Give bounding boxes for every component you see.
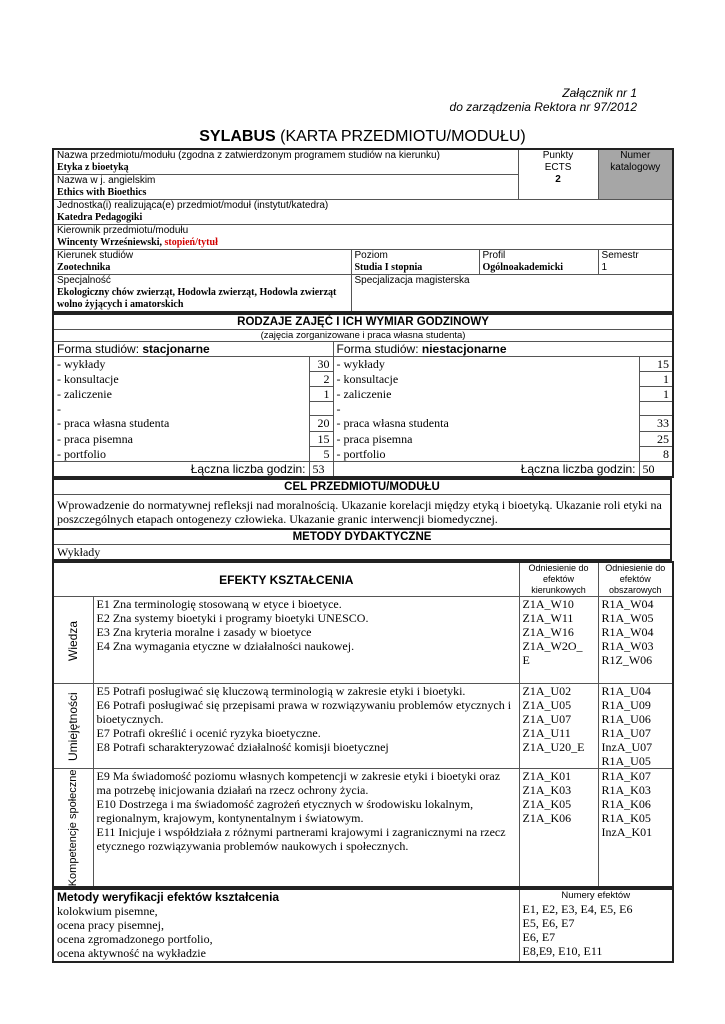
- directional-ref: Z1A_W2O_: [522, 639, 583, 653]
- effect-item: E2 Zna systemy bioetyki i programy bioetyki UNESCO.: [96, 611, 369, 625]
- directional-ref: Z1A_K03: [522, 783, 572, 797]
- goal-methods-table: [52, 478, 672, 561]
- info-table: [52, 148, 674, 313]
- verification-effect-numbers: E6, E7: [522, 929, 556, 944]
- hours-row: [53, 357, 673, 372]
- field-cell: Kierunek studiów Zootechnika: [53, 250, 351, 275]
- effect-item: E9 Ma świadomość poziomu własnych kompetencji w zakresie etyki i bioetyki oraz ma potrzebę inicjowania działań na rzecz ochrony życia.: [96, 769, 501, 797]
- methods-title: METODY DYDAKTYCZNE: [53, 529, 671, 545]
- course-head-cell: Kierownik przedmiotu/modułu Wincenty Wrześniewski, stopień/tytuł: [53, 225, 673, 250]
- goal-title: CEL PRZEDMIOTU/MODUŁU: [53, 479, 671, 495]
- effects-category-label: Umiejętności: [53, 684, 93, 769]
- annex-number: Załącznik nr 1: [562, 86, 637, 100]
- hours-parttime: 1: [639, 387, 673, 402]
- directional-ref: Z1A_W11: [522, 611, 574, 625]
- verification-effect-numbers: E8,E9, E10, E11: [522, 943, 603, 958]
- directional-ref: E: [522, 653, 530, 667]
- area-ref: R1A_U09: [601, 698, 651, 712]
- total-label: Łączna liczba godzin:: [333, 462, 639, 478]
- directional-ref: Z1A_U05: [522, 698, 572, 712]
- area-ref: R1A_U04: [601, 684, 651, 698]
- effect-item: E11 Inicjuje i współdziała z różnymi partnerami krajowymi i zagranicznymi na rzecz etycznego rozwiązywania problemów naukowych i społecznych.: [96, 825, 506, 853]
- goal-text: Wprowadzenie do normatywnej refleksji nad moralnością. Ukazanie korelacji między etyką i bioetyką. Ukazanie roli etyki na poszczególnych etapach ontogenezy człowieka. Ukazanie granic interwencji biomedycznej.: [53, 495, 671, 529]
- hours-row: [53, 447, 673, 462]
- area-ref: R1A_K06: [601, 797, 651, 811]
- directional-ref-header: Odniesienie do efektów kierunkowych: [519, 562, 598, 597]
- verification-table: [52, 888, 674, 963]
- semester-cell: Semestr 1: [598, 250, 673, 275]
- directional-ref: Z1A_W10: [522, 597, 574, 611]
- directional-ref: Z1A_K05: [522, 797, 572, 811]
- hours-row: [53, 372, 673, 387]
- parttime-heading: Forma studiów: niestacjonarne: [333, 342, 673, 357]
- effects-category-label: Wiedza: [53, 597, 93, 684]
- area-ref: R1A_W03: [601, 639, 654, 653]
- hours-fulltime: 30: [309, 357, 333, 372]
- directional-ref: Z1A_U20_E: [522, 740, 585, 754]
- directional-refs: [519, 684, 598, 769]
- directional-ref: Z1A_U07: [522, 712, 572, 726]
- english-name-cell: Nazwa w j. angielskim Ethics with Bioethics: [53, 175, 518, 200]
- directional-ref: Z1A_U02: [522, 684, 572, 698]
- activity-fulltime: - zaliczenie: [53, 387, 309, 402]
- effects-descriptions: [93, 684, 519, 769]
- hours-fulltime: 15: [309, 432, 333, 447]
- hours-fulltime: 5: [309, 447, 333, 462]
- syllabus-form: [52, 148, 672, 963]
- activity-parttime: - portfolio: [333, 447, 639, 462]
- effects-title: EFEKTY KSZTAŁCENIA: [53, 562, 519, 597]
- area-ref: InzA_K01: [601, 825, 653, 839]
- effect-item: E8 Potrafi scharakteryzować działalność komisji bioetycznej: [96, 740, 389, 754]
- activity-fulltime: - praca pisemna: [53, 432, 309, 447]
- directional-refs: [519, 769, 598, 887]
- hours-row: [53, 432, 673, 447]
- effects-descriptions: [93, 769, 519, 887]
- area-refs: [598, 597, 673, 684]
- effects-group: [53, 684, 673, 769]
- hours-subtitle: (zajęcia zorganizowane i praca własna studenta): [53, 330, 673, 342]
- area-refs: [598, 684, 673, 769]
- activity-fulltime: - portfolio: [53, 447, 309, 462]
- area-ref: R1A_U05: [601, 754, 651, 768]
- activity-parttime: - zaliczenie: [333, 387, 639, 402]
- effect-item: E3 Zna kryteria moralne i zasady w bioetyce: [96, 625, 312, 639]
- directional-ref: Z1A_W16: [522, 625, 574, 639]
- verification-method: ocena aktywność na wykładzie: [57, 945, 206, 960]
- hours-parttime: 25: [639, 432, 673, 447]
- hours-parttime: 15: [639, 357, 673, 372]
- total-parttime: 50: [639, 462, 673, 478]
- area-ref: R1A_U07: [601, 726, 651, 740]
- total-fulltime: 53: [309, 462, 333, 478]
- area-ref: R1A_U06: [601, 712, 651, 726]
- fulltime-heading: Forma studiów: stacjonarne: [53, 342, 333, 357]
- hours-fulltime: 2: [309, 372, 333, 387]
- area-ref: R1A_K03: [601, 783, 651, 797]
- specialty-cell: Specjalność Ekologiczny chów zwierząt, Hodowla zwierząt, Hodowla zwierząt wolno żyjących i amatorskich: [53, 275, 351, 313]
- hours-fulltime: 1: [309, 387, 333, 402]
- area-ref: R1A_K05: [601, 811, 651, 825]
- ordinance-reference: do zarządzenia Rektora nr 97/2012: [449, 100, 637, 114]
- effect-item: E10 Dostrzega i ma świadomość zagrożeń etycznych w środowisku lokalnym, regionalnym, krajowym, kontynentalnym i światowym.: [96, 797, 474, 825]
- hours-parttime: 33: [639, 416, 673, 432]
- effects-group: [53, 769, 673, 887]
- catalog-number-cell: Numer katalogowy: [598, 149, 673, 200]
- area-ref: R1A_W05: [601, 611, 654, 625]
- methods-text: Wykłady: [53, 544, 671, 560]
- hours-fulltime: 20: [309, 416, 333, 432]
- effect-item: E5 Potrafi posługiwać się kluczową terminologią w zakresie etyki i bioetyki.: [96, 684, 466, 698]
- effect-item: E1 Zna terminologię stosowaną w etyce i bioetyce.: [96, 597, 342, 611]
- area-ref: R1A_W04: [601, 625, 654, 639]
- verification-method: ocena pracy pisemnej,: [57, 917, 164, 932]
- hours-fulltime: [309, 402, 333, 416]
- directional-ref: Z1A_U11: [522, 726, 571, 740]
- directional-ref: Z1A_K01: [522, 769, 572, 783]
- activity-parttime: - praca pisemna: [333, 432, 639, 447]
- hours-table: [52, 313, 674, 478]
- effects-group: [53, 597, 673, 684]
- activity-fulltime: - konsultacje: [53, 372, 309, 387]
- area-ref: R1A_W04: [601, 597, 654, 611]
- master-specialization-cell: Specjalizacja magisterska: [351, 275, 673, 313]
- area-ref-header: Odniesienie do efektów obszarowych: [598, 562, 673, 597]
- activity-parttime: - konsultacje: [333, 372, 639, 387]
- hours-parttime: 8: [639, 447, 673, 462]
- hours-title: RODZAJE ZAJĘĆ I ICH WYMIAR GODZINOWY: [53, 314, 673, 330]
- hours-row: [53, 402, 673, 416]
- effects-descriptions: [93, 597, 519, 684]
- activity-parttime: -: [333, 402, 639, 416]
- hours-parttime: 1: [639, 372, 673, 387]
- activity-fulltime: -: [53, 402, 309, 416]
- directional-ref: Z1A_K06: [522, 811, 572, 825]
- effects-category-label: Kompetencje społeczne: [53, 769, 93, 887]
- page-title: SYLABUS (KARTA PRZEDMIOTU/MODUŁU): [199, 128, 526, 145]
- area-ref: R1Z_W06: [601, 653, 653, 667]
- course-name-cell: Nazwa przedmiotu/modułu (zgodna z zatwierdzonym programem studiów na kierunku) Etyka z bioetyką: [53, 149, 518, 175]
- profile-cell: Profil Ogólnoakademicki: [479, 250, 598, 275]
- activity-parttime: - praca własna studenta: [333, 416, 639, 432]
- activity-parttime: - wykłady: [333, 357, 639, 372]
- activity-fulltime: - praca własna studenta: [53, 416, 309, 432]
- verification-effect-numbers: E5, E6, E7: [522, 915, 575, 930]
- effect-item: E6 Potrafi posługiwać się przepisami prawa w rozwiązywaniu problemów etycznych i bioetycznych.: [96, 698, 512, 726]
- total-label: Łączna liczba godzin:: [53, 462, 309, 478]
- hours-row: [53, 387, 673, 402]
- verification-effect-numbers: E1, E2, E3, E4, E5, E6: [522, 901, 633, 916]
- directional-refs: [519, 597, 598, 684]
- ects-cell: Punkty ECTS 2: [518, 149, 598, 200]
- effect-item: E7 Potrafi określić i ocenić ryzyka bioetyczne.: [96, 726, 321, 740]
- effects-table: [52, 561, 674, 888]
- verification-methods: Metody weryfikacji efektów kształcenia kolokwium pisemne, ocena pracy pisemnej, ocena zgromadzonego portfolio, ocena aktywność na wykładzie: [53, 889, 519, 962]
- verification-method: ocena zgromadzonego portfolio,: [57, 931, 213, 946]
- effect-item: E4 Zna wymagania etyczne w działalności naukowej.: [96, 639, 355, 653]
- hours-parttime: [639, 402, 673, 416]
- area-refs: [598, 769, 673, 887]
- area-ref: R1A_K07: [601, 769, 651, 783]
- verification-method: kolokwium pisemne,: [57, 903, 158, 918]
- activity-fulltime: - wykłady: [53, 357, 309, 372]
- area-ref: InzA_U07: [601, 740, 653, 754]
- hours-row: [53, 416, 673, 432]
- verification-numbers: Numery efektów E1, E2, E3, E4, E5, E6 E5, E6, E7 E6, E7 E8,E9, E10, E11: [519, 889, 673, 962]
- level-cell: Poziom Studia I stopnia: [351, 250, 479, 275]
- unit-cell: Jednostka(i) realizująca(e) przedmiot/moduł (instytut/katedra) Katedra Pedagogiki: [53, 200, 673, 225]
